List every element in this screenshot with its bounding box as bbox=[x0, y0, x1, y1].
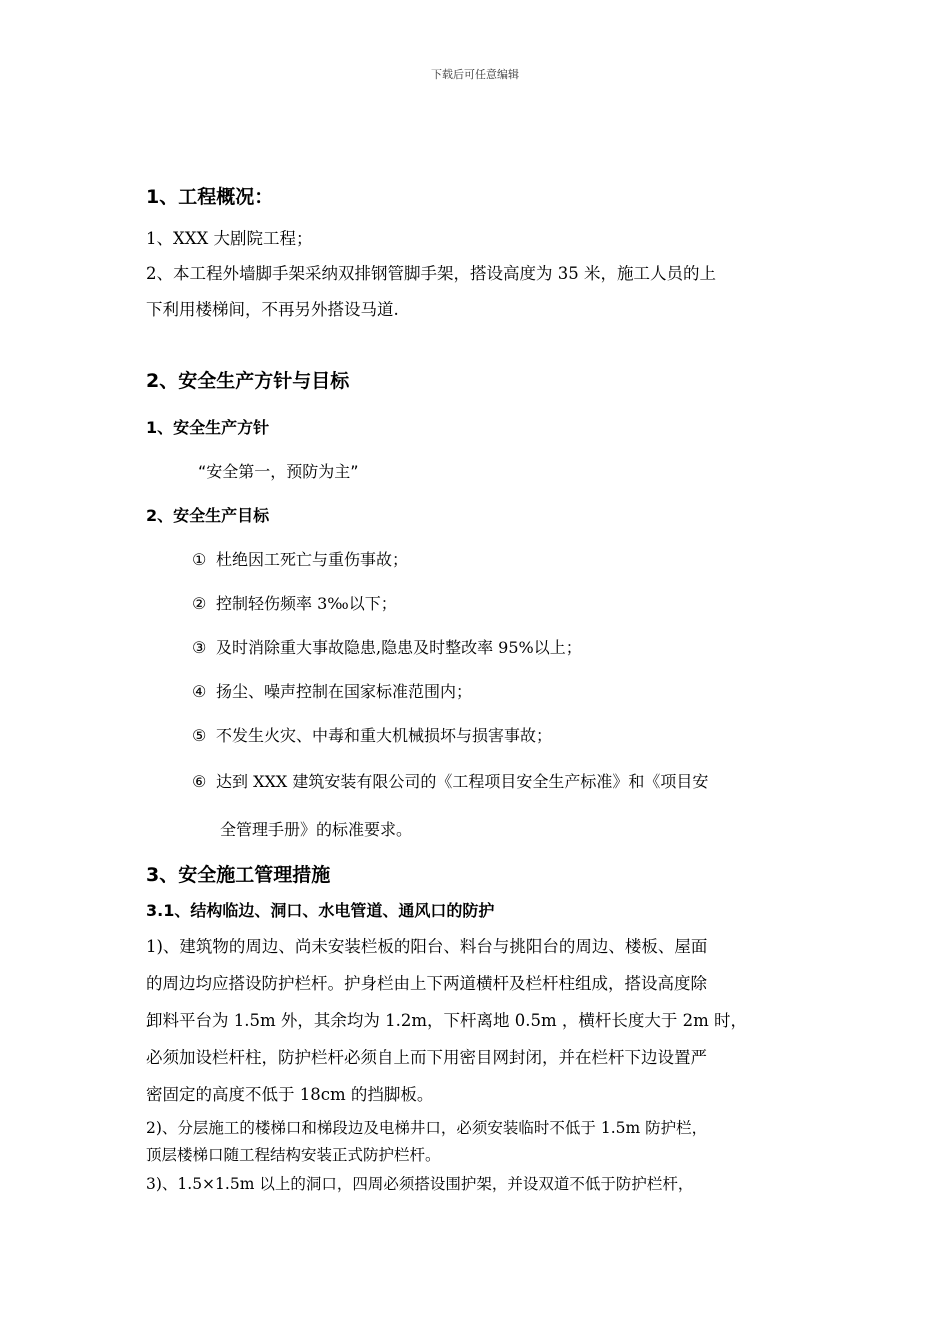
section-1-line-2b: 下利用楼梯间，不再另外搭设马道. bbox=[146, 300, 399, 319]
paragraph-3-line: 3)、1.5×1.5m 以上的洞口，四周必须搭设围护架，并设双道不低于防护栏杆， bbox=[146, 1175, 694, 1193]
section-3-title: 3、安全施工管理措施 bbox=[146, 864, 331, 886]
goal-text: 扬尘、噪声控制在国家标准范围内； bbox=[216, 682, 473, 701]
paragraph-1-line: 的周边均应搭设防护栏杆。护身栏由上下两道横杆及栏杆柱组成，搭设高度除 bbox=[146, 974, 707, 993]
paragraph-1-line: 密固定的高度不低于 18cm 的挡脚板。 bbox=[146, 1085, 434, 1104]
section-1-line-2a: 2、本工程外墙脚手架采纳双排钢管脚手架，搭设高度为 35 米，施工人员的上 bbox=[146, 264, 716, 283]
goal-text: 控制轻伤频率 3‰以下； bbox=[216, 594, 397, 613]
section-2-subtitle-1: 1、安全生产方针 bbox=[146, 418, 270, 437]
paragraph-1-line: 1)、建筑物的周边、尚未安装栏板的阳台、料台与挑阳台的周边、楼板、屋面 bbox=[146, 937, 708, 956]
goal-item bbox=[192, 635, 582, 658]
section-1-title: 1、工程概况： bbox=[146, 186, 274, 208]
goal-item bbox=[192, 679, 472, 702]
goal-text: 及时消除重大事故隐患,隐患及时整改率 95%以上； bbox=[216, 638, 582, 657]
section-1-line-1: 1、XXX 大剧院工程； bbox=[146, 229, 313, 248]
safety-slogan: “安全第一，预防为主” bbox=[198, 462, 359, 481]
goal-number: ⑤ bbox=[192, 726, 207, 745]
paragraph-1-line: 必须加设栏杆柱，防护栏杆必须自上而下用密目网封闭，并在栏杆下边设置严 bbox=[146, 1048, 707, 1067]
paragraph-1-line: 卸料平台为 1.5m 外，其余均为 1.2m，下杆离地 0.5m ，横杆长度大于 2m 时， bbox=[146, 1011, 748, 1030]
goal-item bbox=[192, 547, 408, 570]
section-2-title: 2、安全生产方针与目标 bbox=[146, 370, 350, 392]
goal-number: ⑥ bbox=[192, 772, 207, 791]
goal-text: 达到 XXX 建筑安装有限公司的《工程项目安全生产标准》和《项目安 bbox=[216, 772, 709, 791]
goal-number: ① bbox=[192, 550, 207, 569]
goal-item bbox=[192, 591, 397, 614]
page-header: 下载后可任意编辑 bbox=[431, 68, 519, 81]
goal-number: ③ bbox=[192, 638, 207, 657]
goal-item bbox=[192, 769, 708, 792]
goal-text: 不发生火灾、中毒和重大机械损坏与损害事故； bbox=[216, 726, 553, 745]
goal-number: ④ bbox=[192, 682, 207, 701]
section-2-subtitle-2: 2、安全生产目标 bbox=[146, 506, 270, 525]
paragraph-2-line: 2)、分层施工的楼梯口和梯段边及电梯井口，必须安装临时不低于 1.5m 防护栏， bbox=[146, 1119, 708, 1137]
goal-number: ② bbox=[192, 594, 207, 613]
paragraph-2-line: 顶层楼梯口随工程结构安装正式防护栏杆。 bbox=[146, 1146, 441, 1164]
goal-6-continuation: 全管理手册》的标准要求。 bbox=[220, 820, 413, 839]
section-3-subtitle-1: 3.1、结构临边、洞口、水电管道、通风口的防护 bbox=[146, 901, 495, 920]
goal-item bbox=[192, 723, 552, 746]
goal-text: 杜绝因工死亡与重伤事故； bbox=[216, 550, 409, 569]
